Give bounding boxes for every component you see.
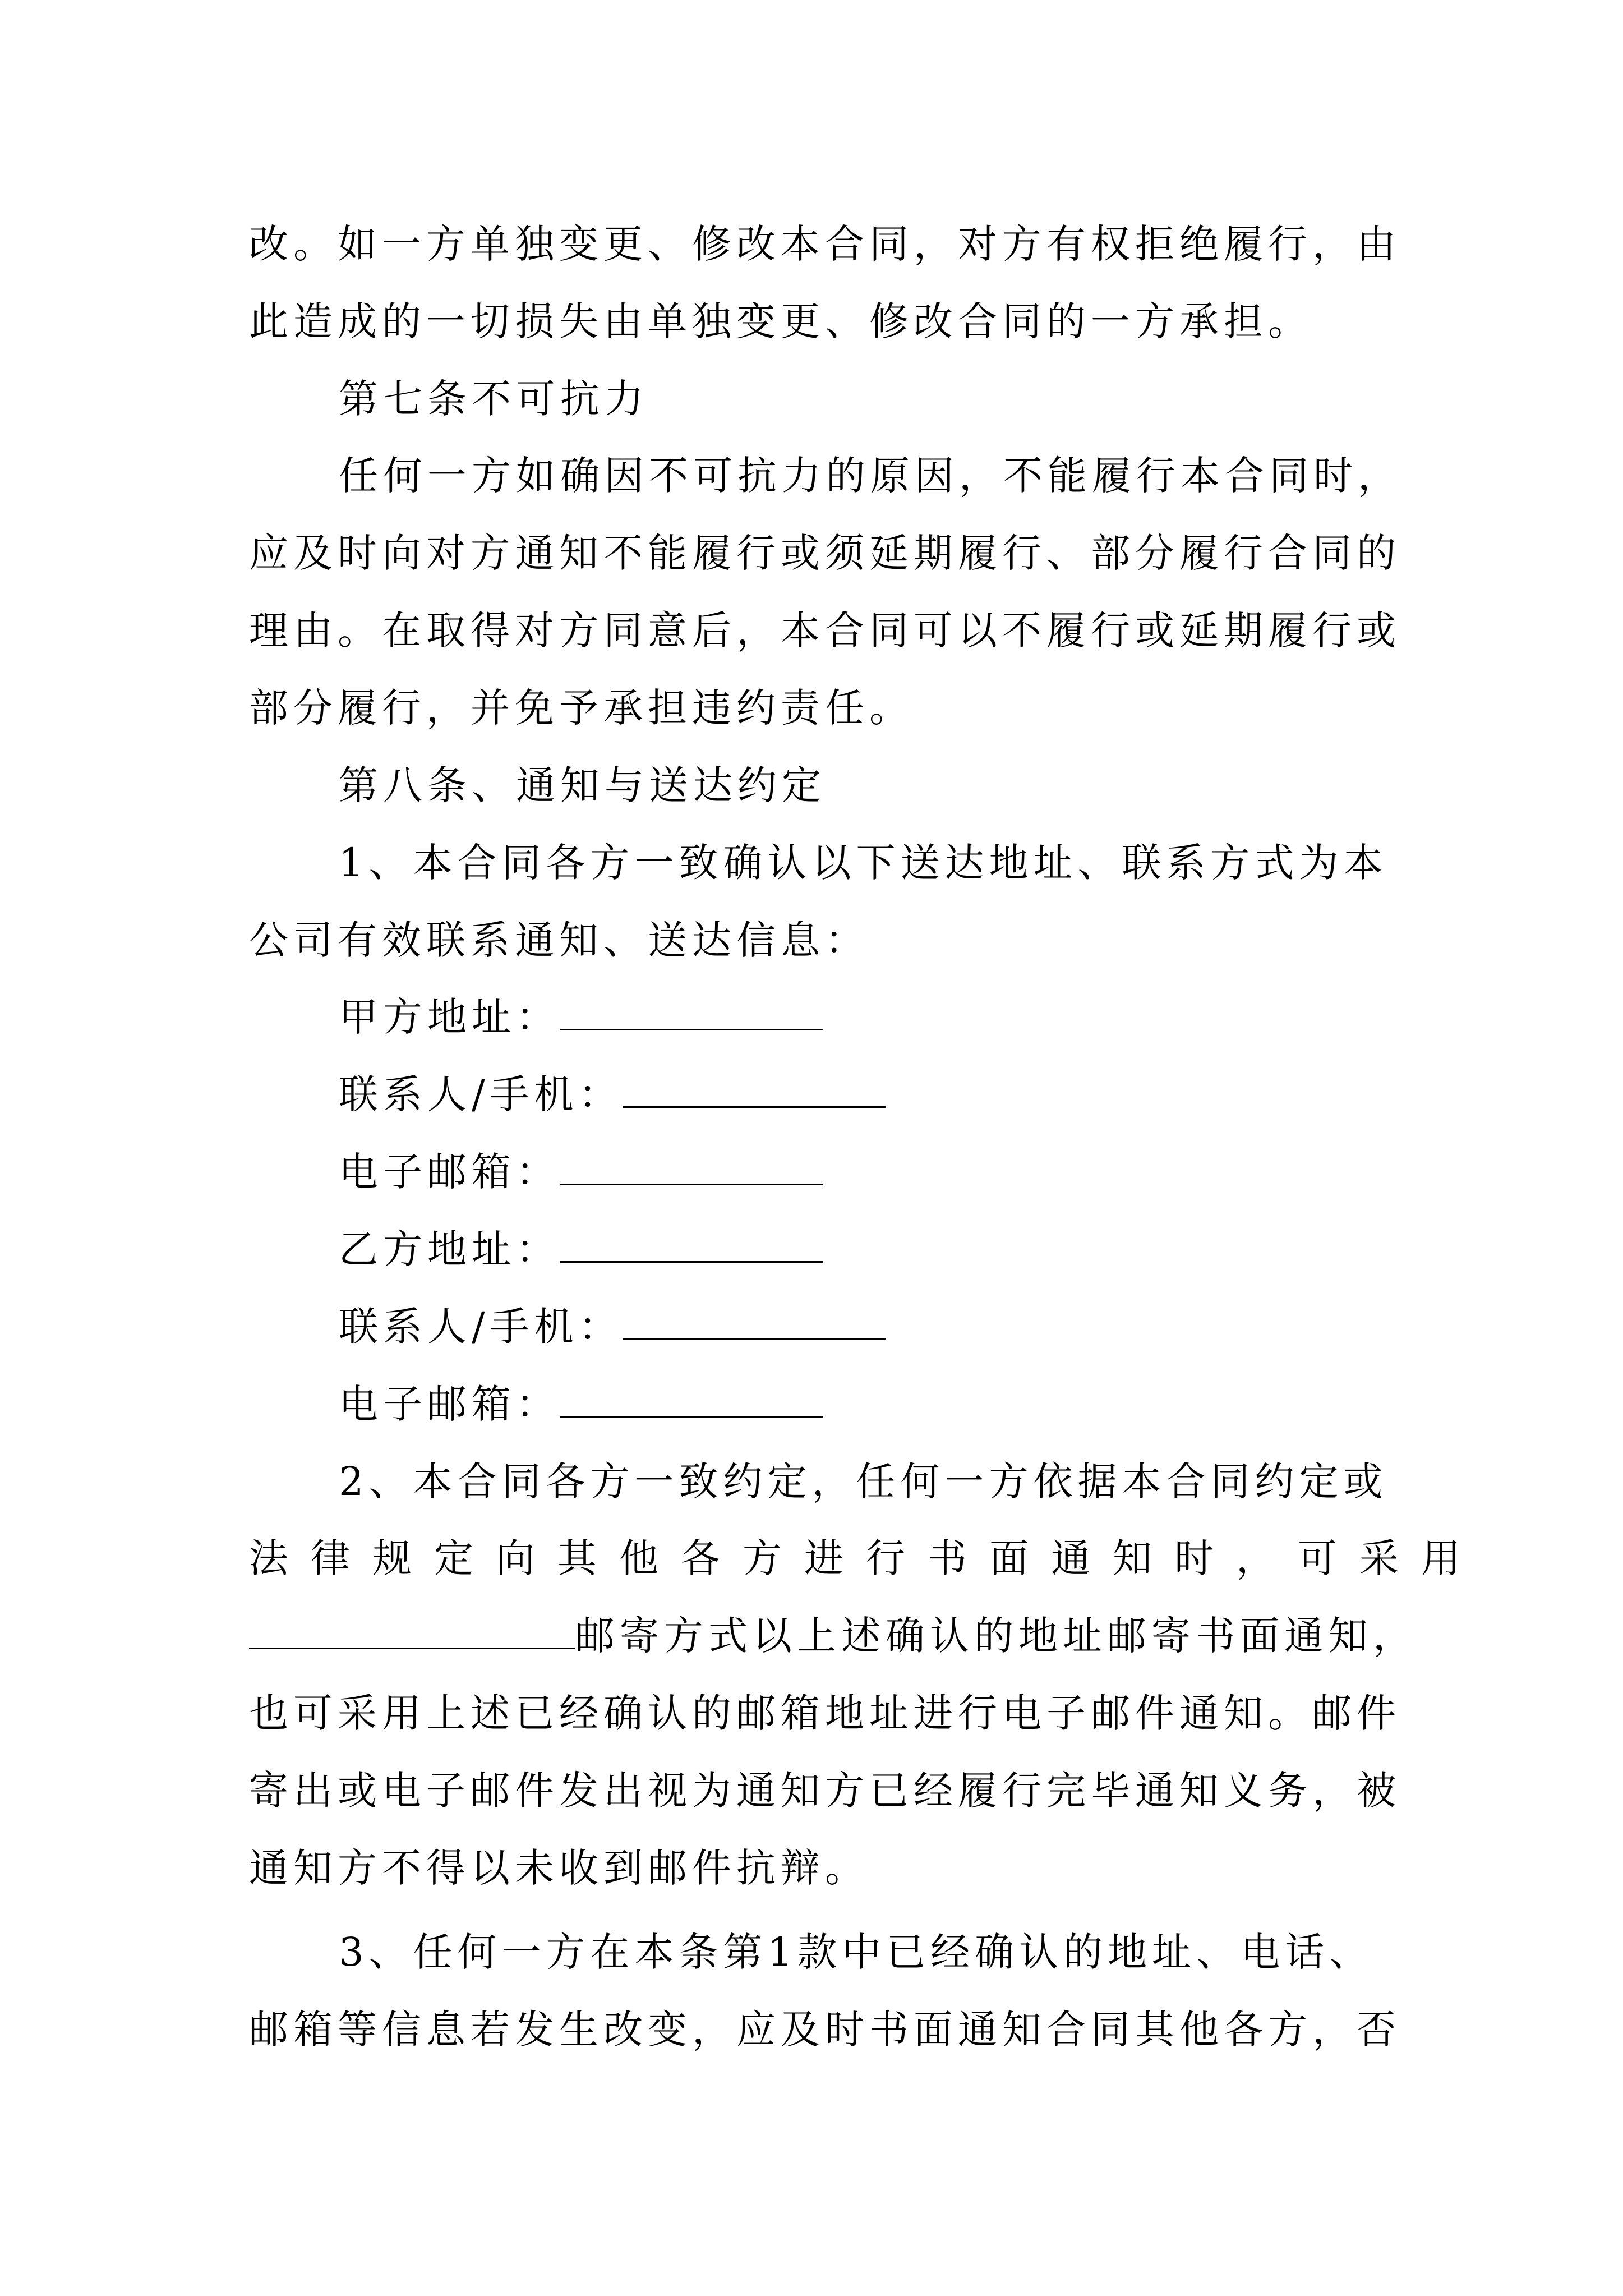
fill-in-blank[interactable] xyxy=(623,1304,886,1340)
party-b-contact-field xyxy=(339,1301,886,1352)
field-label: 甲方地址： xyxy=(339,994,560,1040)
paragraph-line: 法律规定向其他各方进行书面通知时，可采用 xyxy=(249,1535,1483,1581)
field-label: 电子邮箱： xyxy=(339,1381,560,1427)
party-a-contact-field xyxy=(339,1069,886,1120)
paragraph-line: 也可采用上述已经确认的邮箱地址进行电子邮件通知。邮件 xyxy=(249,1690,1401,1736)
article-heading-8: 第八条、通知与送达约定 xyxy=(339,762,826,808)
party-a-email-field xyxy=(339,1147,823,1197)
paragraph-line xyxy=(249,1611,1417,1661)
fill-in-blank[interactable] xyxy=(560,1149,823,1185)
paragraph-line: 此造成的一切损失由单独变更、修改合同的一方承担。 xyxy=(249,298,1312,344)
field-label: 联系人/手机： xyxy=(339,1304,623,1350)
fill-in-blank[interactable] xyxy=(560,1226,823,1263)
fill-in-blank[interactable] xyxy=(623,1071,886,1108)
paragraph-line: 应及时向对方通知不能履行或须延期履行、部分履行合同的 xyxy=(249,530,1401,576)
paragraph-line: 1、本合同各方一致确认以下送达地址、联系方式为本 xyxy=(339,840,1388,886)
paragraph-line: 部分履行，并免予承担违约责任。 xyxy=(249,685,914,731)
paragraph-text: 邮寄方式以上述确认的地址邮寄书面通知， xyxy=(575,1613,1417,1659)
party-a-address-field xyxy=(339,992,823,1042)
paragraph-line: 通知方不得以未收到邮件抗辩。 xyxy=(249,1845,869,1891)
field-label: 乙方地址： xyxy=(339,1226,560,1272)
paragraph-line: 邮箱等信息若发生改变，应及时书面通知合同其他各方，否 xyxy=(249,2007,1401,2053)
party-b-email-field xyxy=(339,1379,823,1429)
paragraph-line: 公司有效联系通知、送达信息： xyxy=(249,917,869,963)
paragraph-line: 3、任何一方在本条第1款中已经确认的地址、电话、 xyxy=(339,1929,1374,1975)
fill-in-blank[interactable] xyxy=(560,1381,823,1418)
fill-in-blank[interactable] xyxy=(249,1613,575,1649)
paragraph-line: 改。如一方单独变更、修改本合同，对方有权拒绝履行，由 xyxy=(249,221,1401,267)
paragraph-line: 任何一方如确因不可抗力的原因，不能履行本合同时， xyxy=(339,453,1402,499)
article-heading-7: 第七条不可抗力 xyxy=(339,376,649,422)
paragraph-line: 寄出或电子邮件发出视为通知方已经履行完毕通知义务，被 xyxy=(249,1768,1401,1814)
paragraph-line: 理由。在取得对方同意后，本合同可以不履行或延期履行或 xyxy=(249,608,1401,654)
fill-in-blank[interactable] xyxy=(560,994,823,1030)
field-label: 联系人/手机： xyxy=(339,1071,623,1117)
field-label: 电子邮箱： xyxy=(339,1149,560,1195)
paragraph-line: 2、本合同各方一致约定，任何一方依据本合同约定或 xyxy=(339,1458,1388,1504)
party-b-address-field xyxy=(339,1224,823,1274)
